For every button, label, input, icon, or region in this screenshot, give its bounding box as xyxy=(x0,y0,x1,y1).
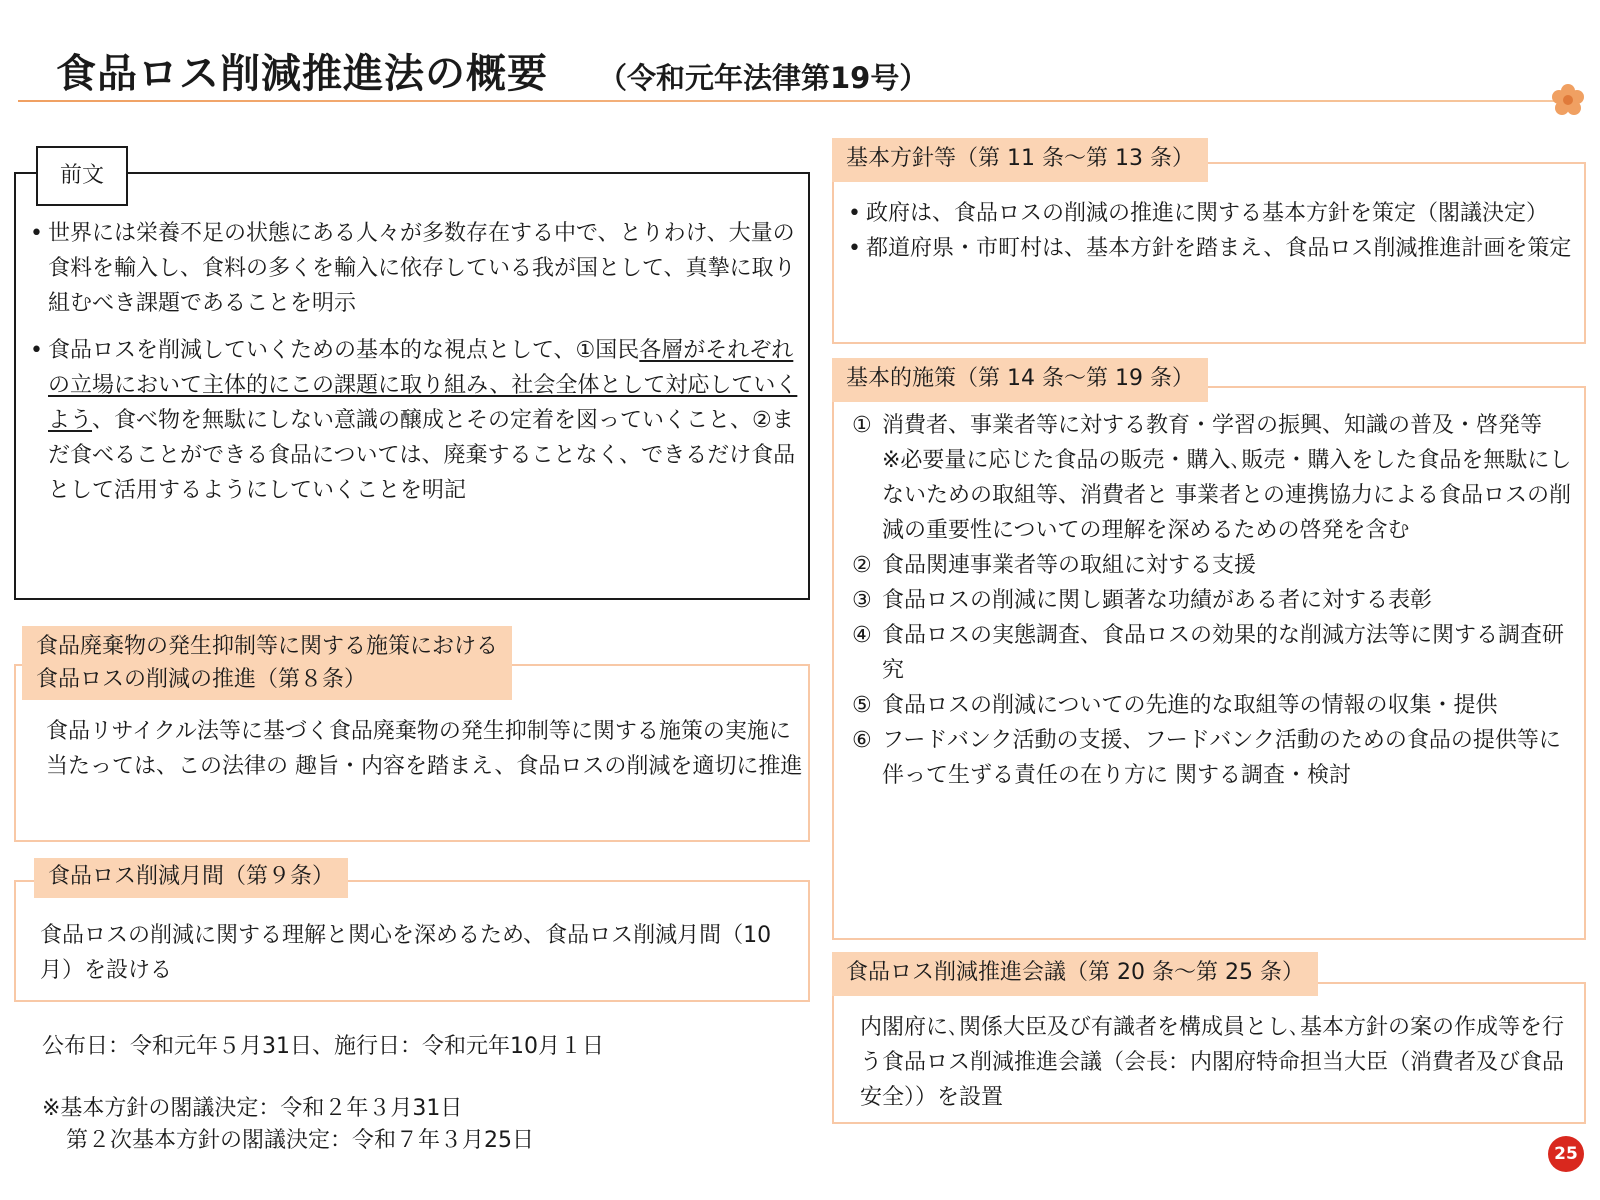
page-number-badge: 25 xyxy=(1548,1136,1584,1172)
basic-policy-label: 基本方針等（第 11 条～第 13 条） xyxy=(832,138,1208,182)
measure-item-4 xyxy=(852,618,1578,688)
preamble-bullet-2-underlined: 各層がそれぞれの立場において主体的にこの課題に取り組み、社会全体として対応していくよう xyxy=(48,338,798,433)
article8-label xyxy=(22,626,512,700)
measures-list xyxy=(852,408,1578,793)
measure-note: ※必要量に応じた食品の販売・購入､販売・購入をした食品を無駄にしないための取組等、消費者と 事業者との連携協力による食品ロスの削減の重要性についての理解を深めるための啓発を含む xyxy=(882,448,1572,543)
title-underline xyxy=(18,100,1563,102)
promulgation-dates: 公布日：令和元年５月31日、施行日：令和元年10月１日 xyxy=(42,1034,604,1059)
measure-mark-5: ⑤ xyxy=(852,693,872,718)
preamble-body xyxy=(30,216,800,508)
measure-text-3: 食品ロスの削減に関し顕著な功績がある者に対する表彰 xyxy=(882,588,1433,613)
measure-item-3 xyxy=(852,583,1578,618)
preamble-bullet-2 xyxy=(30,333,800,508)
cabinet-note-1: ※基本方針の閣議決定：令和２年３月31日 xyxy=(42,1096,463,1121)
page-title: 食品ロス削減推進法の概要 xyxy=(56,51,548,97)
measure-mark-1: ① xyxy=(852,413,872,438)
measure-item-1 xyxy=(852,408,1578,443)
preamble-bullet-2-text-b: 、食べ物を無駄にしない意識の醸成とその定着を図っていくこと、②まだ食べることができる食品については、廃棄することなく、できるだけ食品として活用するようにしていくことを明記 xyxy=(48,408,796,503)
measure-item-5 xyxy=(852,688,1578,723)
measure-text-5: 食品ロスの削減についての先進的な取組等の情報の収集・提供 xyxy=(882,693,1498,718)
page-subtitle: （令和元年法律第19号） xyxy=(598,61,929,95)
measure-mark-2: ② xyxy=(852,553,872,578)
preamble-bullet-1: • 世界には栄養不足の状態にある人々が多数存在する中で、とりわけ、大量の食料を輸入し、食料の多くを輸入に依存している我が国として、真摯に取り組むべき課題であることを明示 xyxy=(30,216,800,321)
measure-mark-3: ③ xyxy=(852,588,872,613)
article9-label: 食品ロス削減月間（第９条） xyxy=(34,858,348,898)
basic-policy-body xyxy=(848,196,1578,266)
basic-policy-bullet-2: • 都道府県・市町村は、基本方針を踏まえ、食品ロス削減推進計画を策定 xyxy=(848,231,1578,266)
basic-policy-bullet-1: • 政府は、食品ロスの削減の推進に関する基本方針を策定（閣議決定） xyxy=(848,196,1578,231)
preamble-label: 前文 xyxy=(36,146,128,206)
article8-body: 食品リサイクル法等に基づく食品廃棄物の発生抑制等に関する施策の実施に当たっては、この法律の 趣旨・内容を踏まえ、食品ロスの削減を適切に推進 xyxy=(46,719,803,779)
measures-label: 基本的施策（第 14 条～第 19 条） xyxy=(832,358,1208,402)
measure-text-2: 食品関連事業者等の取組に対する支援 xyxy=(882,553,1257,578)
flower-icon xyxy=(1550,82,1586,118)
article8-label-line1: 食品廃棄物の発生抑制等に関する施策における xyxy=(36,634,499,659)
measure-mark-6: ⑥ xyxy=(852,728,872,753)
preamble-bullet-2-text-a: 食品ロスを削減していくための基本的な視点として、①国民 xyxy=(48,338,640,363)
measure-item-2 xyxy=(852,548,1578,583)
measure-text-1: 消費者、事業者等に対する教育・学習の振興、知識の普及・啓発等 xyxy=(882,413,1543,438)
article8-label-line2: 食品ロスの削減の推進（第８条） xyxy=(36,667,367,692)
measure-text-6: フードバンク活動の支援、フードバンク活動のための食品の提供等に伴って生ずる責任の在り方に 関する調査・検討 xyxy=(882,728,1561,788)
measure-text-4: 食品ロスの実態調査、食品ロスの効果的な削減方法等に関する調査研究 xyxy=(882,623,1565,683)
council-body: 内閣府に､関係大臣及び有識者を構成員とし､基本方針の案の作成等を行う食品ロス削減推進会議（会長：内閣府特命担当大臣（消費者及び食品安全））を設置 xyxy=(860,1015,1565,1110)
article9-body: 食品ロスの削減に関する理解と関心を深めるため、食品ロス削減月間（10月）を設ける xyxy=(40,923,772,983)
council-label: 食品ロス削減推進会議（第 20 条～第 25 条） xyxy=(832,952,1318,996)
measure-item-6 xyxy=(852,723,1578,793)
cabinet-note-2: 第２次基本方針の閣議決定：令和７年３月25日 xyxy=(66,1128,534,1153)
measure-mark-4: ④ xyxy=(852,623,872,648)
